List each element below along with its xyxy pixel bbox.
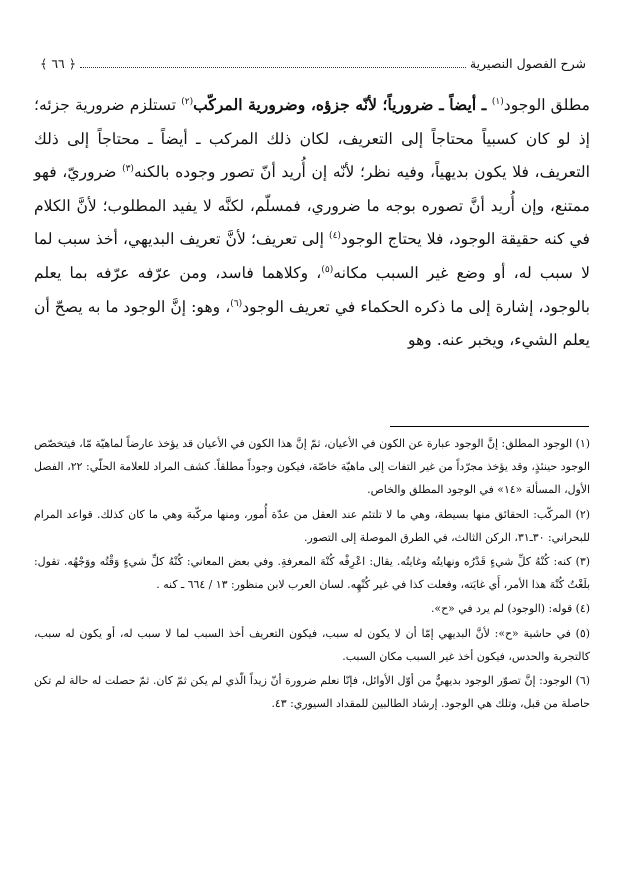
footnote: (٢) المركّب: الحقائق منها بسيطة، وهي ما لا تلتئم عند العقل من عدّة أُمور، ومنها مركّبة وهي ما كان كذلك. قواعد المرام للبحراني: ٣٠ـ٣١، الركن الثالث، في الطرق الموصلة إلى التصور. <box>34 507 590 544</box>
footnote: (١) الوجود المطلق: إنَّ الوجود عبارة عن الكون في الأعيان، ثمّ إنَّ هذا الكون في الأعيان قد يؤخذ عارضاً لماهيّة مّا، فيتخصّص الوجود حينئذٍ، وقد يؤخذ مجرّداً من غير التفات إلى ماهيّة خاصّة، فيكون وجوداً مطلقاً. كشف المراد للعلامة الحلّي: ٢٢، الفصل الأول، المسألة «١٤» في الوجود المطلق والخاص. <box>34 437 590 497</box>
body-text: إلى تعريف؛ لأنَّ تعريف البديهي، أخذ سبب لما لا سبب له، أو وضع غير السبب مكانه <box>34 230 590 282</box>
body-text: ضروريّ، فهو ممتنع، وإن أُريد أنَّ تصوره بوجه ما ضروري، فمسلّم، لكنَّه لا يفيد المطلوب؛ لأنَّ الكلام في كنه حقيقة الوجود، فلا يحتاج الوجود <box>34 163 590 249</box>
footnote-ref: (١) <box>491 96 504 107</box>
header-dotted-leader <box>80 59 466 68</box>
body-text: ، وكلاهما فاسد، ومن عرّفه عرّفه بما يعلم بالوجود، إشارة إلى ما ذكره الحكماء في تعريف الوجود <box>34 263 590 316</box>
footnote-ref: (٣) <box>122 164 134 174</box>
body-paragraph <box>34 88 590 358</box>
body-text: ـ أيضاً ـ ضرورياً؛ لأنّه جزؤه، وضرورية المركّب <box>193 95 492 114</box>
footnote-ref: (٤) <box>329 231 341 242</box>
page-number: ﴿ ٦٦ ﴾ <box>40 55 77 71</box>
body-text: تستلزم ضرورية جزئه؛ إذ لو كان كسبياً محتاجاً إلى التعريف، لكان ذلك المركب ـ أيضاً ـ محتاجاً إلى ذلك التعريف، فلا يكون بديهياً، وفيه نظر؛ لأنّه إن أُريد أنّ تصور وجوده بالكنه <box>34 96 590 182</box>
footnote-ref: (٥) <box>321 264 334 275</box>
running-title: شرح الفصول النصيرية <box>469 55 586 71</box>
footnote-separator <box>390 426 589 427</box>
body-text: مطلق الوجود <box>503 96 590 114</box>
footnote: (٤) قوله: (الوجود) لم يرد في «ح». <box>430 602 590 616</box>
footnotes <box>34 432 590 716</box>
footnote: (٥) في حاشية «ح»: لأنَّ البديهي إمّا أن لا يكون له سبب، فيكون التعريف أخذ السبب لما لا سبب له، أو يكون له سبب، كالتجربة والحدس، فيكون أخذ غير السبب مكان السبب. <box>34 626 590 663</box>
main-text <box>34 88 590 358</box>
footnote: (٣) كنه: كُنْهُ كلِّ شيءٍ قَدْرُه ونهايتُه وغايتُه. يقال: اعْرِفْه كُنْهَ المعرفةِ. وفي بعض المعاني: كُنْهُ كلِّ شيءٍ وَقْتُه ووَجْهُه. تقول: بلَغْتُ كُنْهَ هذا الأمر، أَي غايَته، وفعلت كذا في غير كُنْهِه. لسان العرب لابن منظور: ١٣ / ٦٦٤ ـ كنه . <box>34 555 590 592</box>
running-header <box>34 52 590 74</box>
footnote-ref: (٦) <box>230 298 243 309</box>
footnote-ref: (٢) <box>181 96 194 107</box>
footnote: (٦) الوجود: إنَّ تصوّر الوجود بديهيٌّ من أوّل الأوائل، فإنّا نعلم ضرورة أنّ زيداً الّذي لم يكن ثمّ كان. ثمّ حصلت له حالة لم تكن حاصلة من قبل، وتلك هي الوجود. إرشاد الطالبين للمقداد السيوري: ٤٣. <box>34 674 590 711</box>
body-text: ، وهو: إنَّ الوجود ما به يصحّ أن يعلم الشيء، ويخبر عنه. وهو <box>34 297 590 350</box>
